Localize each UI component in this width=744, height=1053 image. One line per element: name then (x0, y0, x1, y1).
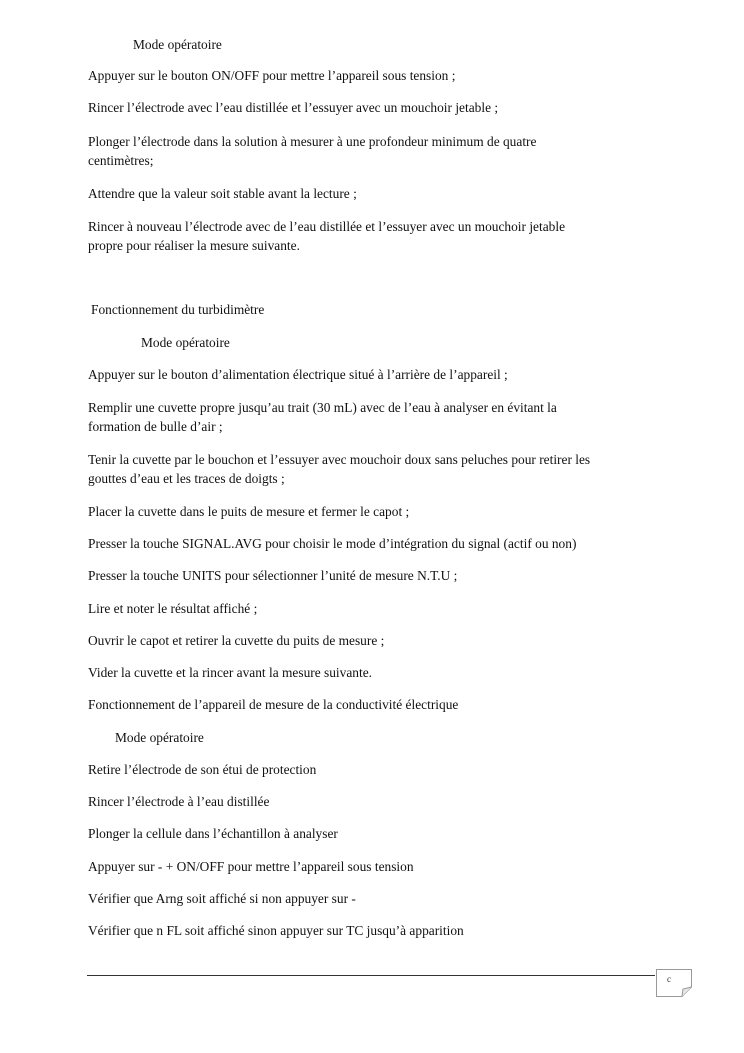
section2-step-6: Presser la touche UNITS pour sélectionner l’unité de mesure N.T.U ; (88, 568, 458, 583)
footer-divider (87, 975, 655, 976)
section2-step-5: Presser la touche SIGNAL.AVG pour choisir le mode d’intégration du signal (actif ou non) (88, 536, 577, 551)
section2-step-7: Lire et noter le résultat affiché ; (88, 601, 258, 616)
section2-title: Fonctionnement du turbidimètre (91, 302, 265, 317)
section1-step-4: Attendre que la valeur soit stable avant la lecture ; (88, 186, 357, 201)
section2-step-4: Placer la cuvette dans le puits de mesure et fermer le capot ; (88, 504, 410, 519)
section2-step-9: Vider la cuvette et la rincer avant la mesure suivante. (88, 665, 372, 680)
section3-step-6: Vérifier que n FL soit affiché sinon appuyer sur TC jusqu’à apparition (88, 923, 464, 938)
section2-step-3: Tenir la cuvette par le bouchon et l’essuyer avec mouchoir doux sans peluches pour retirer les gouttes d’eau et les traces de doigts ; (88, 452, 591, 486)
section1-step-2: Rincer l’électrode avec l’eau distillée et l’essuyer avec un mouchoir jetable ; (88, 100, 499, 115)
section1-step-5: Rincer à nouveau l’électrode avec de l’eau distillée et l’essuyer avec un mouchoir jetable propre pour réaliser la mesure suivante. (88, 219, 566, 253)
section2-step-8: Ouvrir le capot et retirer la cuvette du puits de mesure ; (88, 633, 385, 648)
section1-step-1: Appuyer sur le bouton ON/OFF pour mettre l’appareil sous tension ; (88, 68, 456, 83)
section3-title: Fonctionnement de l’appareil de mesure de la conductivité électrique (88, 697, 459, 712)
section3-step-5: Vérifier que Arng soit affiché si non appuyer sur - (88, 891, 356, 906)
section1-heading: Mode opératoire (133, 37, 222, 52)
page-number-badge (656, 969, 692, 997)
section3-heading: Mode opératoire (115, 730, 204, 745)
section1-step-3: Plonger l’électrode dans la solution à mesurer à une profondeur minimum de quatre centimètres; (88, 134, 537, 168)
section3-step-1: Retire l’électrode de son étui de protection (88, 762, 317, 777)
section3-step-3: Plonger la cellule dans l’échantillon à analyser (88, 826, 338, 841)
section2-step-1: Appuyer sur le bouton d’alimentation électrique situé à l’arrière de l’appareil ; (88, 367, 508, 382)
section3-step-4: Appuyer sur - + ON/OFF pour mettre l’appareil sous tension (88, 859, 414, 874)
page-number: c (667, 974, 671, 984)
section2-heading: Mode opératoire (141, 335, 230, 350)
section2-step-2: Remplir une cuvette propre jusqu’au trait (30 mL) avec de l’eau à analyser en évitant la formation de bulle d’air ; (88, 400, 557, 434)
section3-step-2: Rincer l’électrode à l’eau distillée (88, 794, 270, 809)
